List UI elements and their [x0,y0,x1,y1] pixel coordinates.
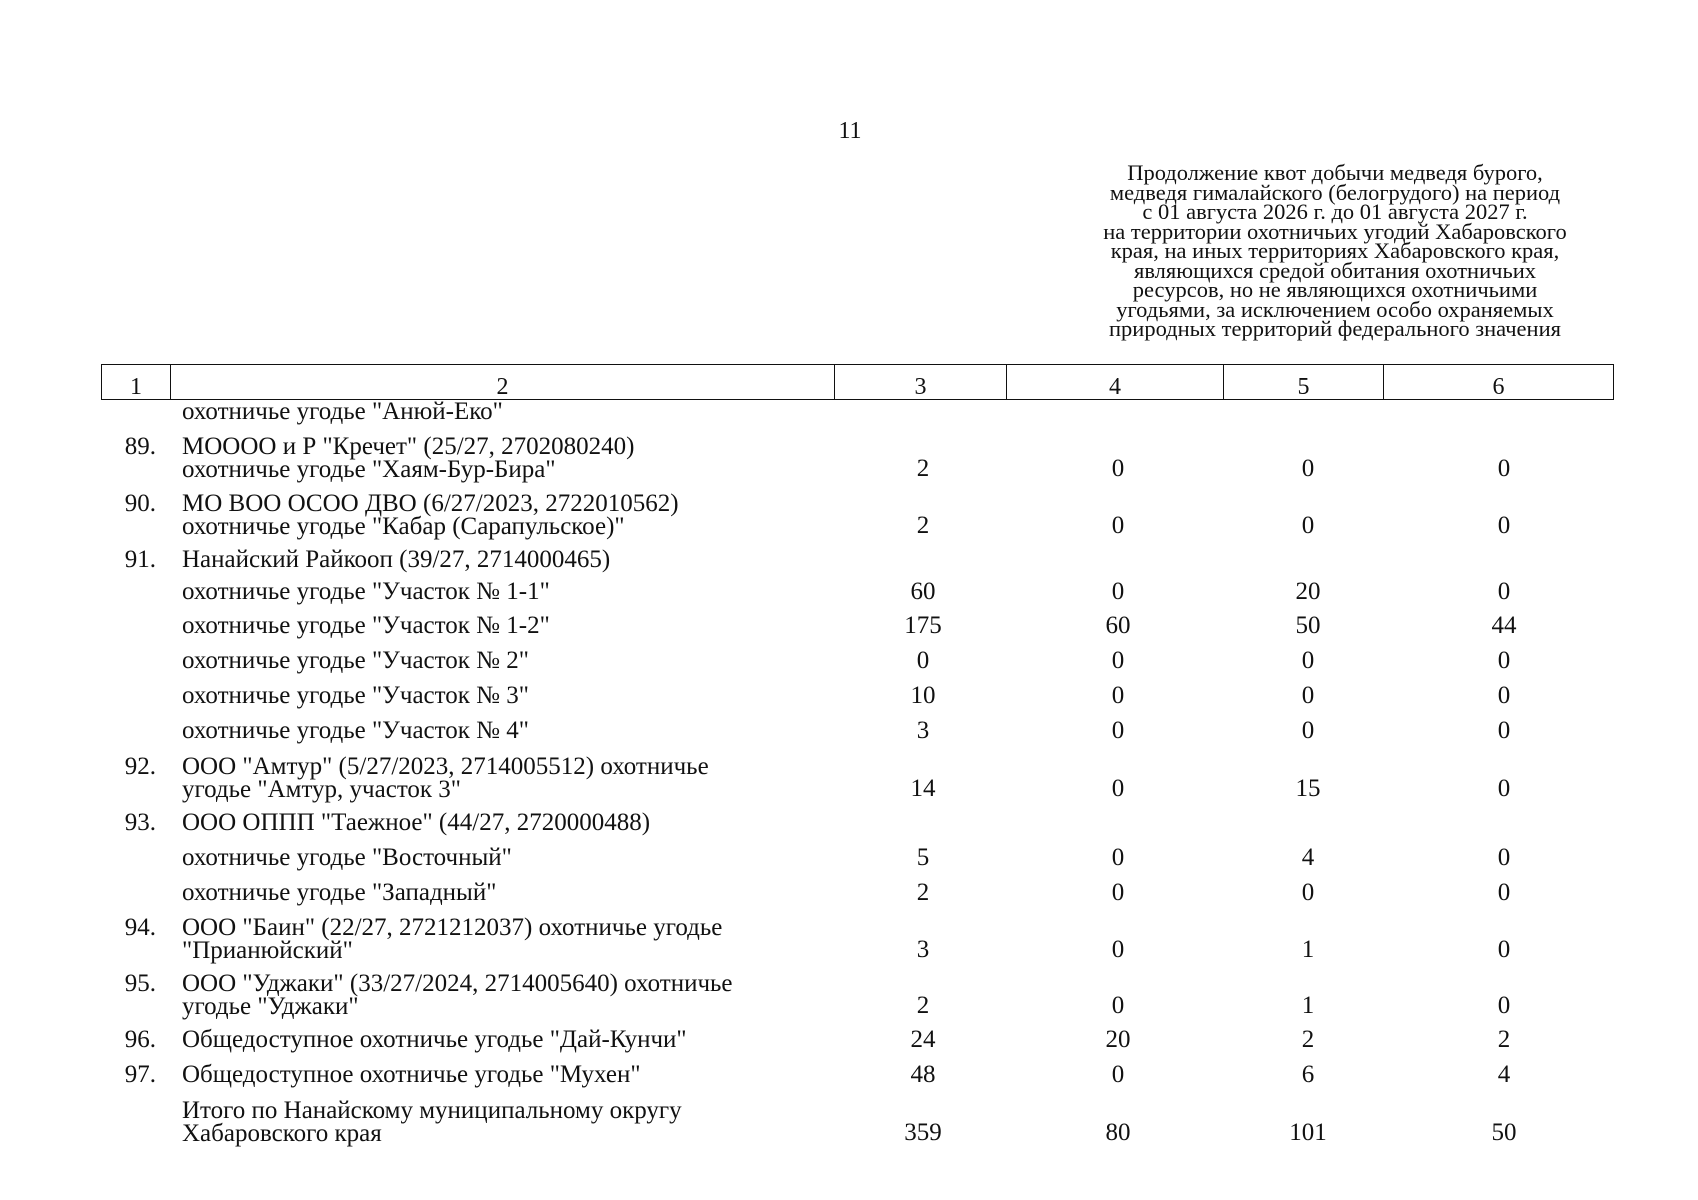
value-col-6: 0 [1497,512,1511,539]
header-cell-4: 4 [1007,365,1224,399]
value-col-3: 3 [916,936,930,963]
row-name [182,755,822,801]
value-col-5: 15 [1295,775,1321,802]
value-col-3: 2 [916,992,930,1019]
row-number: 94. [124,914,156,941]
row-number: 97. [124,1061,156,1088]
header-cell-5: 5 [1224,365,1384,399]
value-col-3: 2 [916,879,930,906]
row-name-line: МОООО и Р "Кречет" (25/27, 2702080240) [182,433,635,460]
value-col-4: 0 [1111,775,1125,802]
row-number: 90. [124,490,156,517]
row-name-line: охотничье угодье "Участок № 1-2" [182,612,550,639]
row-name [182,916,822,962]
row-name [182,719,822,742]
row-name-line: ООО "Баин" (22/27, 2721212037) охотничье угодье [182,914,723,941]
heading-line: на территории охотничьих угодий Хабаровского [1103,218,1567,244]
row-name [182,811,822,834]
value-col-4: 0 [1111,844,1125,871]
row-name-line: Нанайский Райкооп (39/27, 2714000465) [182,546,611,573]
value-col-6: 4 [1497,1061,1511,1088]
value-col-6: 0 [1497,682,1511,709]
row-name [182,435,822,481]
value-col-3: 175 [904,612,942,639]
value-col-6: 0 [1497,936,1511,963]
value-col-3: 2 [916,455,930,482]
table-heading [1055,160,1615,341]
value-col-5: 0 [1301,682,1315,709]
value-col-4: 0 [1111,647,1125,674]
heading-line: Продолжение квот добычи медведя бурого, [1127,160,1543,185]
value-col-3: 10 [910,682,936,709]
header-cell-1: 1 [102,365,171,399]
table-header-row [101,364,1614,400]
value-col-5: 0 [1301,647,1315,674]
value-col-5: 0 [1301,879,1315,906]
value-col-6: 50 [1491,1119,1517,1146]
value-col-4: 0 [1111,455,1125,482]
header-cell-6: 6 [1492,374,1505,400]
row-name-line: охотничье угодье "Хаям-Бур-Бира" [182,456,556,483]
value-col-5: 2 [1301,1026,1315,1053]
value-col-3: 60 [910,578,936,605]
row-name [182,1099,822,1145]
heading-line: края, на иных территориях Хабаровского края, [1110,238,1560,263]
row-name-line: Общедоступное охотничье угодье "Дай-Кунчи" [182,1026,687,1053]
heading-line: природных территорий федерального значения [1109,316,1561,341]
row-number: 95. [124,970,156,997]
row-name-line: "Прианюйский" [182,937,353,964]
value-col-4: 0 [1111,936,1125,963]
value-col-3: 48 [910,1061,936,1088]
row-name-line: охотничье угодье "Кабар (Сарапульское)" [182,513,625,540]
row-name [182,1063,822,1086]
value-col-6: 0 [1497,455,1511,482]
value-col-6: 0 [1497,578,1511,605]
value-col-6: 0 [1497,879,1511,906]
value-col-6: 44 [1491,612,1517,639]
value-col-6: 2 [1497,1026,1511,1053]
value-col-3: 14 [910,775,936,802]
row-name-line: охотничье угодье "Восточный" [182,844,512,871]
value-col-3: 2 [916,512,930,539]
row-name-line: угодье "Уджаки" [182,993,359,1020]
row-name [182,846,822,869]
value-col-3: 0 [916,647,930,674]
row-number: 96. [124,1026,156,1053]
row-name [182,580,822,603]
value-col-3: 24 [910,1026,936,1053]
value-col-4: 80 [1105,1119,1131,1146]
value-col-5: 20 [1295,578,1321,605]
row-name-line: охотничье угодье "Западный" [182,879,497,906]
value-col-4: 0 [1111,578,1125,605]
row-name-line: ООО "Уджаки" (33/27/2024, 2714005640) охотничье [182,970,733,997]
row-name [182,684,822,707]
value-col-5: 0 [1301,512,1315,539]
header-cell-3: 3 [835,365,1007,399]
row-name-line: ООО "Амтур" (5/27/2023, 2714005512) охотничье [182,753,709,780]
row-name [182,492,822,538]
value-col-4: 0 [1111,717,1125,744]
value-col-6: 0 [1497,775,1511,802]
row-number: 91. [124,546,156,573]
row-name-line: Хабаровского края [182,1120,382,1147]
heading-line: с 01 августа 2026 г. до 01 августа 2027 г. [1142,199,1528,224]
row-name-line: охотничье угодье "Участок № 2" [182,647,529,674]
value-col-5: 1 [1301,992,1315,1019]
value-col-5: 50 [1295,612,1321,639]
row-name-line: охотничье угодье "Анюй-Еко" [182,398,503,425]
value-col-3: 3 [916,717,930,744]
value-col-5: 6 [1301,1061,1315,1088]
value-col-5: 1 [1301,936,1315,963]
value-col-6: 0 [1497,844,1511,871]
value-col-6: 0 [1497,647,1511,674]
value-col-4: 60 [1105,612,1131,639]
row-number: 92. [124,753,156,780]
heading-line: являющихся средой обитания охотничьих [1134,257,1536,283]
row-name-line: ООО ОППП "Таежное" (44/27, 2720000488) [182,809,651,836]
heading-line: медведя гималайского (белогрудого) на период [1109,179,1561,205]
value-col-5: 4 [1301,844,1315,871]
row-name [182,400,822,423]
row-name-line: Общедоступное охотничье угодье "Мухен" [182,1061,641,1088]
value-col-3: 5 [916,844,930,871]
row-name [182,881,822,904]
value-col-4: 0 [1111,879,1125,906]
value-col-3: 359 [904,1119,942,1146]
row-name [182,649,822,672]
value-col-5: 101 [1289,1119,1327,1146]
value-col-4: 0 [1111,992,1125,1019]
value-col-4: 20 [1105,1026,1131,1053]
row-name-line: охотничье угодье "Участок № 1-1" [182,578,550,605]
value-col-5: 0 [1301,455,1315,482]
heading-line: угодьями, за исключением особо охраняемых [1116,296,1554,322]
row-name-line: Итого по Нанайскому муниципальному округу [182,1097,682,1124]
page-number: 11 [838,118,862,144]
row-number: 89. [124,433,156,460]
row-name-line: охотничье угодье "Участок № 3" [182,682,529,709]
row-name [182,548,822,571]
header-cell-2: 2 [171,365,835,399]
row-number: 93. [124,809,156,836]
row-name [182,972,822,1018]
row-name [182,1028,822,1051]
value-col-6: 0 [1497,717,1511,744]
row-name-line: МО ВОО ОСОО ДВО (6/27/2023, 2722010562) [182,490,679,517]
value-col-5: 0 [1301,717,1315,744]
heading-line: ресурсов, но не являющихся охотничьими [1132,277,1538,302]
value-col-4: 0 [1111,682,1125,709]
value-col-4: 0 [1111,512,1125,539]
row-name-line: угодье "Амтур, участок 3" [182,776,462,803]
row-name-line: охотничье угодье "Участок № 4" [182,717,529,744]
value-col-6: 0 [1497,992,1511,1019]
value-col-4: 0 [1111,1061,1125,1088]
row-name [182,614,822,637]
